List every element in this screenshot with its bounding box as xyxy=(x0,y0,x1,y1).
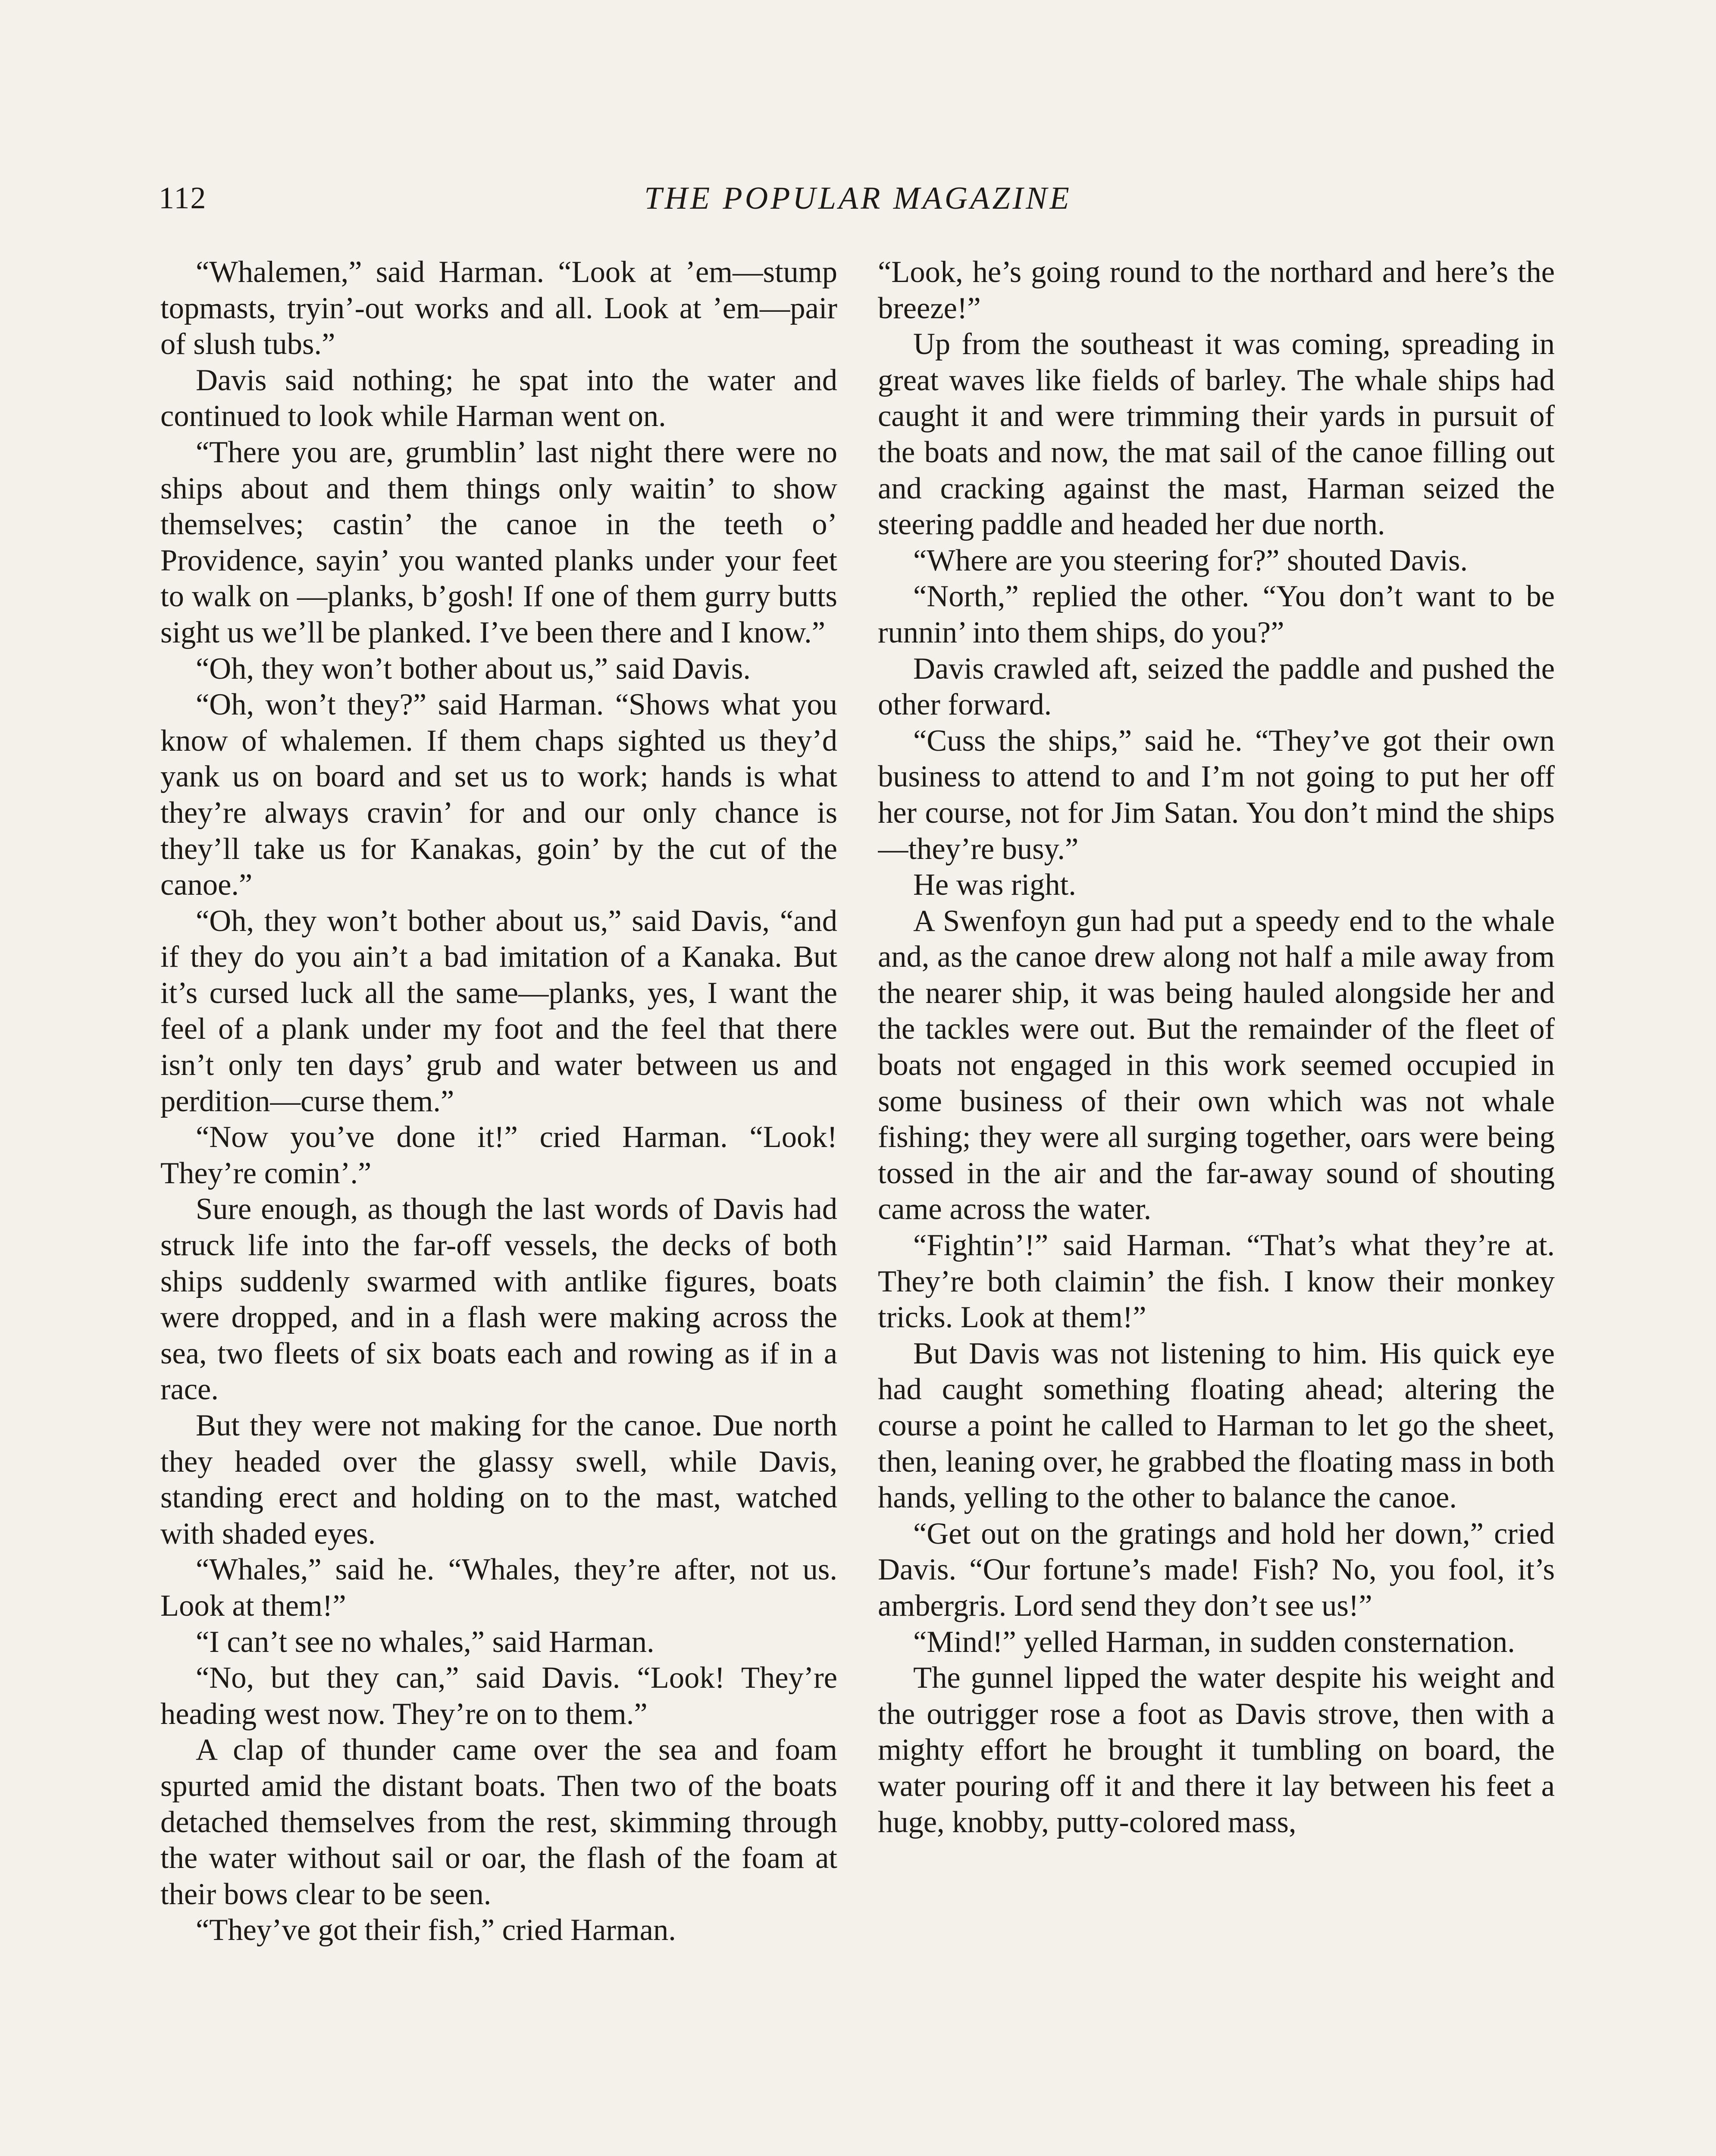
paragraph: Davis crawled aft, seized the paddle and pushed the other forward. xyxy=(878,652,1555,722)
paragraph: “Cuss the ships,” said he. “They’ve got their own business to attend to and I’m not going to put her off her course, not for Jim Satan. You don’t mind the ships—they’re busy.” xyxy=(878,724,1555,866)
paragraph: But they were not making for the canoe. Due north they headed over the glassy swell, while Davis, standing erect and holding on to the mast, watched with shaded eyes. xyxy=(160,1409,837,1551)
paragraph: “Whales,” said he. “Whales, they’re after, not us. Look at them!” xyxy=(160,1553,837,1623)
paragraph-continuation: “Look, he’s going round to the northard and here’s the breeze!” xyxy=(878,255,1555,325)
left-column xyxy=(160,254,837,2156)
page-header xyxy=(153,176,1563,232)
paragraph: “Get out on the gratings and hold her down,” cried Davis. “Our fortune’s made! Fish? No, you fool, it’s ambergris. Lord send they don’t see us!” xyxy=(878,1517,1555,1623)
paragraph: “Oh, won’t they?” said Harman. “Shows what you know of whalemen. If them chaps sighted us they’d yank us on board and set us to work; hands is what they’re always cravin’ for and our only chance is they’ll take us for Kanakas, goin’ by the cut of the canoe.” xyxy=(160,688,837,902)
paragraph: He was right. xyxy=(913,868,1076,902)
paragraph: “Fightin’!” said Harman. “That’s what they’re at. They’re both claimin’ the fish. I know their monkey tricks. Look at them!” xyxy=(878,1228,1555,1335)
paragraph: “Oh, they won’t bother about us,” said Davis, “and if they do you ain’t a bad imitation of a Kanaka. But it’s cursed luck all the same—planks, yes, I want the feel of a plank under my foot and the feel that there isn’t only ten days’ grub and water between us and perdition—curse them.” xyxy=(160,904,837,1118)
paragraph: “Where are you steering for?” shouted Davis. xyxy=(913,543,1468,577)
paragraph: “Mind!” yelled Harman, in sudden consternation. xyxy=(913,1625,1515,1659)
paragraph: A Swenfoyn gun had put a speedy end to the whale and, as the canoe drew along not half a mile away from the nearer ship, it was being hauled alongside her and the tackles were out. But the remainder of the fleet of boats not engaged in this work seemed occupied in some business of their own which was not whale fishing; they were all surging together, oars were being tossed in the air and the far-away sound of shouting came across the water. xyxy=(878,904,1555,1226)
paragraph: “Oh, they won’t bother about us,” said Davis. xyxy=(196,652,751,686)
paragraph: Up from the southeast it was coming, spreading in great waves like fields of barley. The whale ships had caught it and were trimming their yards in pursuit of the boats and now, the mat sail of the canoe filling out and cracking against the mast, Harman seized the steering paddle and headed her due north. xyxy=(878,327,1555,542)
paragraph: Sure enough, as though the last words of Davis had struck life into the far-off vessels, the decks of both ships suddenly swarmed with antlike figures, boats were dropped, and in a flash were making across the sea, two fleets of six boats each and rowing as if in a race. xyxy=(160,1192,837,1407)
page-number: 112 xyxy=(159,181,207,215)
paragraph: “North,” replied the other. “You don’t want to be runnin’ into them ships, do you?” xyxy=(878,580,1555,649)
paragraph: “There you are, grumblin’ last night there were no ships about and them things only waitin’ to show themselves; castin’ the canoe in the teeth o’ Providence, sayin’ you wanted planks under your feet to walk on —planks, b’gosh! If one of them gurry butts sight us we’ll be planked. I’ve been there and I know.” xyxy=(160,435,837,649)
paragraph: “No, but they can,” said Davis. “Look! They’re heading west now. They’re on to them.” xyxy=(160,1661,837,1731)
paragraph: But Davis was not listening to him. His quick eye had caught something floating ahead; altering the course a point he called to Harman to let go the sheet, then, leaning over, he grabbed the floating mass in both hands, yelling to the other to balance the canoe. xyxy=(878,1336,1555,1515)
paragraph: “Now you’ve done it!” cried Harman. “Look! They’re comin’.” xyxy=(160,1120,837,1190)
running-title: THE POPULAR MAGAZINE xyxy=(644,181,1072,216)
paragraph: A clap of thunder came over the sea and foam spurted amid the distant boats. Then two of the boats detached themselves from the rest, skimming through the water without sail or oar, the flash of the foam at their bows clear to be seen. xyxy=(160,1733,837,1911)
paragraph: Davis said nothing; he spat into the water and continued to look while Harman went on. xyxy=(160,363,837,433)
paragraph: “Whalemen,” said Harman. “Look at ’em—stump topmasts, tryin’-out works and all. Look at ’em—pair of slush tubs.” xyxy=(160,255,837,361)
paragraph: The gunnel lipped the water despite his weight and the outrigger rose a foot as Davis strove, then with a mighty effort he brought it tumbling on board, the water pouring off it and there it lay between his feet a huge, knobby, putty-colored mass, xyxy=(878,1661,1555,1839)
right-column xyxy=(878,254,1555,2156)
paragraph: “I can’t see no whales,” said Harman. xyxy=(196,1625,654,1659)
paragraph: “They’ve got their fish,” cried Harman. xyxy=(196,1913,676,1947)
